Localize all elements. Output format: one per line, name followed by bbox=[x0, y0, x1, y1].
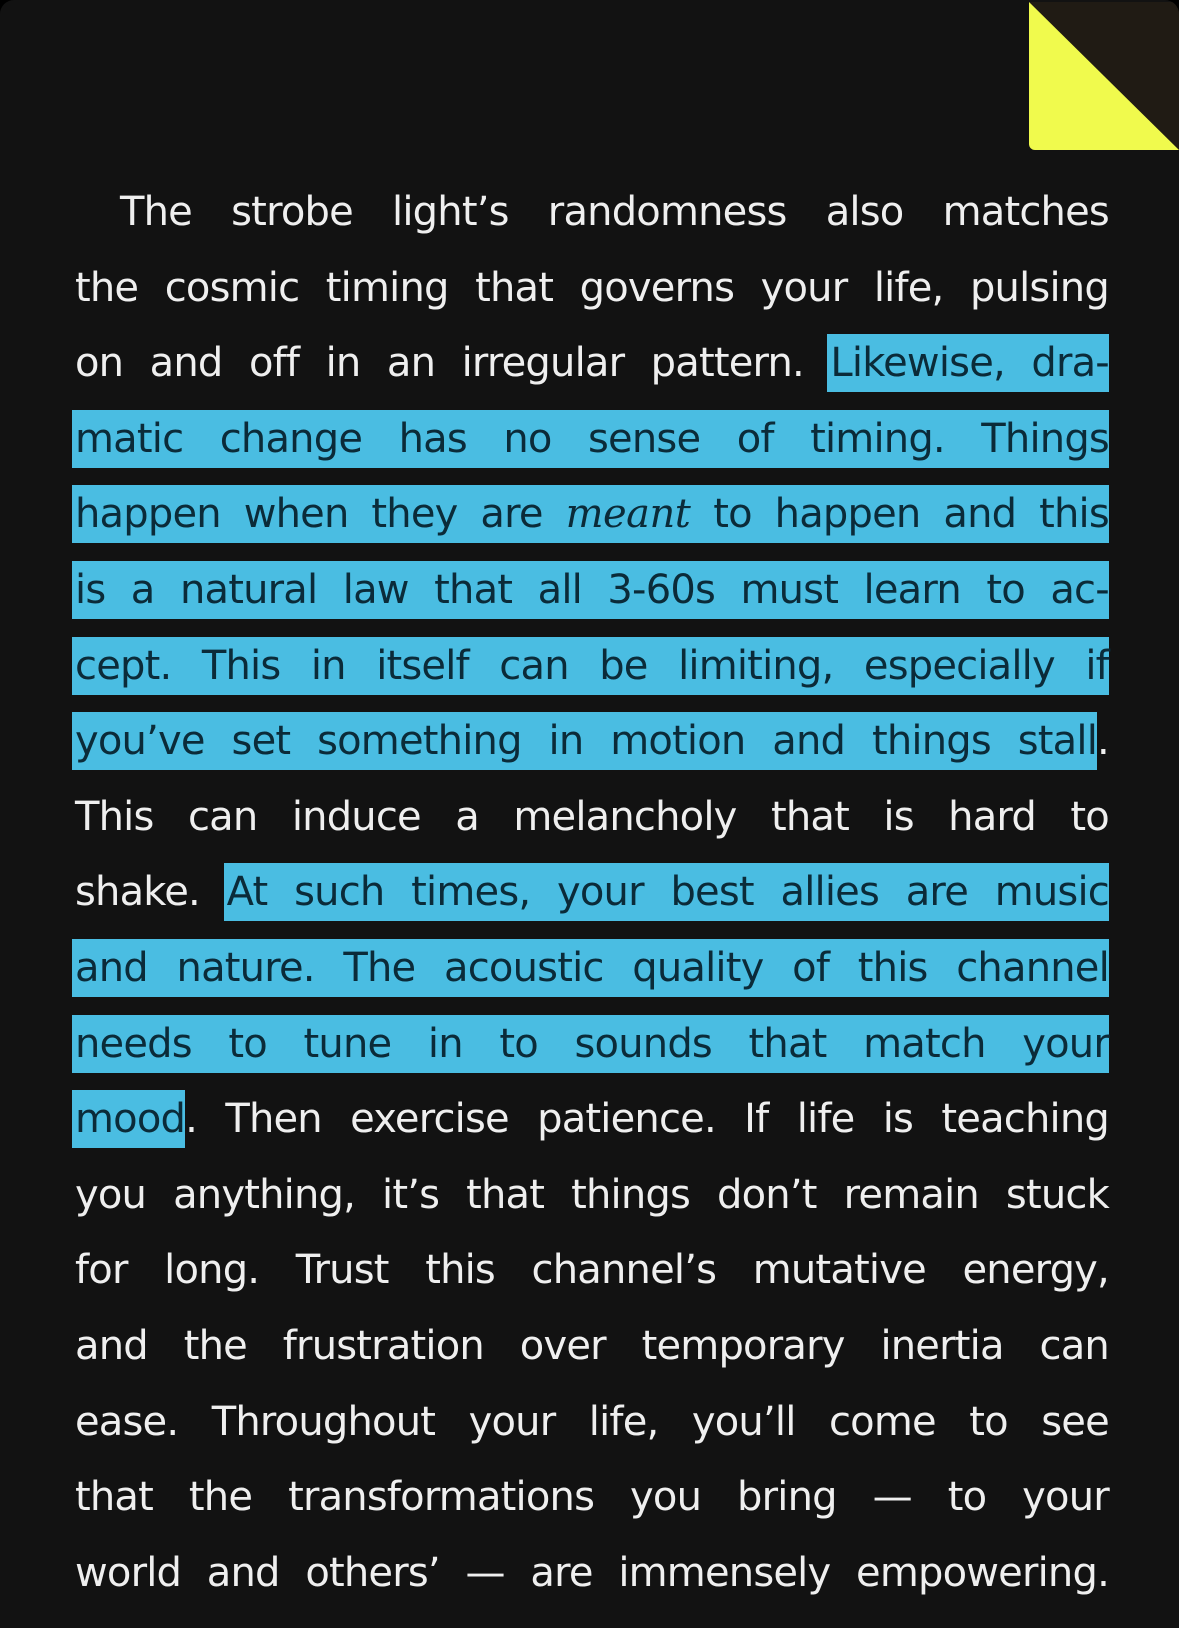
plain-word[interactable]: you bbox=[75, 1171, 147, 1218]
plain-word[interactable]: that bbox=[466, 1171, 545, 1218]
plain-word[interactable]: teaching bbox=[941, 1096, 1109, 1143]
text-line[interactable] bbox=[75, 1082, 1109, 1158]
plain-word[interactable]: — bbox=[465, 1549, 505, 1596]
plain-word[interactable]: that bbox=[770, 793, 849, 840]
highlight-word[interactable]: of bbox=[736, 415, 774, 462]
plain-word[interactable]: life, bbox=[588, 1398, 659, 1445]
highlight-word[interactable]: to bbox=[499, 1020, 538, 1067]
highlight-word[interactable]: especially bbox=[863, 642, 1055, 689]
plain-word[interactable]: off bbox=[248, 340, 300, 387]
plain-word[interactable]: you bbox=[630, 1474, 702, 1521]
plain-word[interactable]: you’ll bbox=[691, 1398, 796, 1445]
highlight-word[interactable]: channel bbox=[956, 944, 1109, 991]
highlight-word[interactable]: ac- bbox=[1050, 566, 1109, 613]
highlight-word[interactable]: limiting, bbox=[678, 642, 834, 689]
highlight-word[interactable]: you’ve bbox=[75, 718, 205, 765]
highlight-word[interactable]: are bbox=[905, 869, 969, 916]
highlight-word[interactable]: stall. bbox=[1017, 718, 1109, 765]
text-line[interactable] bbox=[75, 1007, 1109, 1083]
highlight-word[interactable]: Things bbox=[981, 415, 1109, 462]
highlight-word[interactable]: set bbox=[231, 718, 291, 765]
plain-word[interactable]: your bbox=[760, 264, 848, 311]
plain-word[interactable]: The bbox=[120, 189, 192, 235]
plain-word[interactable]: don’t bbox=[717, 1171, 817, 1218]
plain-word[interactable]: stuck bbox=[1005, 1171, 1109, 1218]
plain-word[interactable]: your bbox=[1022, 1474, 1109, 1521]
highlight-word[interactable]: cept. bbox=[75, 642, 172, 689]
text-line[interactable] bbox=[75, 402, 1109, 478]
plain-word[interactable]: that bbox=[75, 1474, 154, 1521]
plain-word[interactable]: are bbox=[530, 1549, 593, 1596]
highlight-word[interactable]: sounds bbox=[574, 1020, 712, 1067]
plain-word[interactable]: that bbox=[475, 264, 554, 311]
plain-word[interactable]: Then bbox=[225, 1096, 322, 1143]
highlight-word[interactable]: needs bbox=[75, 1020, 192, 1067]
highlight-word[interactable]: learn bbox=[863, 566, 961, 613]
plain-word[interactable]: empowering. bbox=[856, 1549, 1109, 1596]
plain-word[interactable]: in bbox=[325, 340, 361, 387]
plain-word[interactable]: light’s bbox=[392, 189, 509, 235]
plain-word[interactable]: a bbox=[455, 793, 479, 840]
text-line[interactable] bbox=[75, 1536, 1109, 1612]
punctuation: . bbox=[185, 1096, 198, 1143]
highlight-word[interactable]: that bbox=[434, 566, 513, 613]
plain-word[interactable]: anything, bbox=[173, 1171, 356, 1218]
highlight-word[interactable]: and bbox=[943, 491, 1017, 538]
plain-word[interactable]: the bbox=[183, 1322, 247, 1369]
plain-word[interactable]: your bbox=[468, 1398, 556, 1445]
plain-word[interactable]: an bbox=[386, 340, 436, 387]
text-line[interactable] bbox=[75, 553, 1109, 629]
plain-word[interactable]: cosmic bbox=[164, 264, 300, 311]
highlight-word[interactable]: such bbox=[294, 869, 385, 916]
text-line[interactable] bbox=[75, 477, 1109, 553]
plain-word[interactable]: is bbox=[883, 793, 914, 840]
text-line[interactable] bbox=[75, 1158, 1109, 1234]
plain-word[interactable]: mutative bbox=[752, 1247, 926, 1294]
plain-word[interactable]: life, bbox=[873, 264, 944, 311]
plain-word[interactable]: and bbox=[149, 340, 223, 387]
plain-word[interactable]: immensely bbox=[618, 1549, 831, 1596]
plain-word[interactable]: pattern. bbox=[650, 340, 804, 387]
plain-word[interactable]: temporary bbox=[641, 1322, 845, 1369]
highlight-word[interactable]: motion bbox=[610, 718, 746, 765]
plain-word[interactable]: This bbox=[75, 793, 154, 840]
highlight-word[interactable]: times, bbox=[411, 869, 531, 916]
highlight-word[interactable]: your bbox=[557, 869, 644, 916]
highlight-word[interactable]: to bbox=[986, 566, 1025, 613]
plain-word[interactable]: induce bbox=[291, 793, 421, 840]
highlight-word[interactable]: music bbox=[994, 869, 1109, 916]
book-text[interactable] bbox=[75, 175, 1109, 1611]
highlight-word[interactable]: a bbox=[130, 566, 155, 613]
highlight-word[interactable]: and bbox=[75, 944, 148, 991]
plain-word[interactable]: patience. bbox=[537, 1096, 716, 1143]
highlight-word[interactable]: in bbox=[310, 642, 346, 689]
plain-word[interactable]: long. bbox=[164, 1247, 260, 1294]
highlight-word[interactable]: things bbox=[871, 718, 991, 765]
highlight-word[interactable]: nature. bbox=[176, 944, 315, 991]
plain-word[interactable]: transformations bbox=[288, 1474, 595, 1521]
plain-word[interactable]: the bbox=[75, 264, 139, 311]
highlight-word[interactable]: meant bbox=[565, 491, 691, 538]
text-line[interactable] bbox=[75, 1309, 1109, 1385]
highlight-word[interactable]: happen bbox=[75, 491, 221, 538]
plain-word[interactable]: If bbox=[744, 1096, 769, 1143]
text-line[interactable] bbox=[75, 1385, 1109, 1461]
highlight-word[interactable]: acoustic bbox=[444, 944, 604, 991]
plain-word[interactable]: it’s bbox=[382, 1171, 440, 1218]
plain-word[interactable]: is bbox=[882, 1096, 914, 1143]
highlight-word[interactable]: Likewise, bbox=[830, 340, 1005, 387]
plain-word[interactable]: energy, bbox=[962, 1247, 1109, 1294]
plain-word[interactable]: bring bbox=[737, 1474, 837, 1521]
plain-word[interactable]: timing bbox=[325, 264, 449, 311]
highlight-word[interactable]: are bbox=[480, 491, 543, 538]
plain-word[interactable]: see bbox=[1041, 1398, 1109, 1445]
text-line[interactable] bbox=[75, 780, 1109, 856]
plain-word[interactable]: to bbox=[947, 1474, 987, 1521]
plain-word[interactable]: can bbox=[1039, 1322, 1109, 1369]
highlight-word[interactable]: if bbox=[1085, 642, 1109, 689]
highlight-word[interactable]: natural bbox=[179, 566, 318, 613]
plain-word[interactable]: strobe bbox=[231, 189, 353, 235]
highlight-word[interactable]: of bbox=[792, 944, 830, 991]
highlight-word[interactable]: no bbox=[503, 415, 552, 462]
text-line[interactable] bbox=[75, 1460, 1109, 1536]
highlight-word[interactable]: sense bbox=[588, 415, 701, 462]
bookmark-icon[interactable] bbox=[1029, 2, 1179, 150]
text-line[interactable] bbox=[75, 175, 1109, 251]
plain-word[interactable]: inertia bbox=[880, 1322, 1004, 1369]
plain-word[interactable]: the bbox=[188, 1474, 253, 1521]
plain-word[interactable]: matches bbox=[942, 189, 1109, 235]
plain-word[interactable]: things bbox=[571, 1171, 691, 1218]
highlight-word[interactable]: has bbox=[398, 415, 467, 462]
plain-word[interactable]: ease. bbox=[75, 1398, 179, 1445]
highlight-word[interactable]: dra- bbox=[1031, 340, 1109, 387]
text-line[interactable] bbox=[75, 251, 1109, 327]
highlight-word[interactable]: something bbox=[317, 718, 522, 765]
plain-word[interactable]: can bbox=[187, 793, 258, 840]
highlight-word[interactable]: in bbox=[427, 1020, 463, 1067]
highlight-word[interactable]: best bbox=[670, 869, 754, 916]
plain-word[interactable]: hard bbox=[948, 793, 1036, 840]
highlight-word[interactable]: this bbox=[1039, 491, 1109, 538]
plain-word[interactable]: — bbox=[872, 1474, 912, 1521]
plain-word[interactable]: frustration bbox=[282, 1322, 484, 1369]
highlight-word[interactable]: to bbox=[228, 1020, 267, 1067]
plain-word[interactable]: to bbox=[969, 1398, 1008, 1445]
highlight-word[interactable]: that bbox=[748, 1020, 827, 1067]
text-line[interactable] bbox=[75, 1233, 1109, 1309]
highlight-word[interactable]: This bbox=[201, 642, 281, 689]
plain-word[interactable]: governs bbox=[579, 264, 735, 311]
highlight-word[interactable]: 3-60s bbox=[607, 566, 716, 613]
highlight-word[interactable]: all bbox=[537, 566, 582, 613]
highlight-word[interactable]: happen bbox=[774, 491, 921, 538]
plain-word[interactable]: channel’s bbox=[531, 1247, 717, 1294]
plain-word[interactable]: shake. bbox=[75, 869, 200, 916]
plain-word[interactable]: to bbox=[1070, 793, 1109, 840]
plain-word[interactable]: world bbox=[75, 1549, 182, 1596]
plain-word[interactable]: this bbox=[425, 1247, 495, 1294]
highlight-word[interactable]: can bbox=[499, 642, 569, 689]
punctuation: . bbox=[1097, 718, 1109, 765]
highlight-word[interactable]: tune bbox=[303, 1020, 392, 1067]
highlight-word[interactable]: match bbox=[863, 1020, 986, 1067]
plain-word[interactable]: randomness bbox=[547, 189, 787, 235]
text-line[interactable] bbox=[75, 704, 1109, 780]
highlight-word[interactable]: in bbox=[548, 718, 584, 765]
text-line[interactable] bbox=[75, 629, 1109, 705]
highlight-word[interactable]: mood. bbox=[75, 1096, 198, 1143]
plain-word[interactable]: over bbox=[519, 1322, 606, 1369]
plain-word[interactable]: for bbox=[75, 1247, 128, 1294]
highlight-word[interactable]: when bbox=[243, 491, 349, 538]
plain-word[interactable]: on bbox=[75, 340, 124, 387]
highlight-word[interactable]: they bbox=[371, 491, 458, 538]
plain-word[interactable]: and bbox=[206, 1549, 280, 1596]
plain-word[interactable]: irregular bbox=[461, 340, 625, 387]
plain-word[interactable]: Trust bbox=[295, 1247, 389, 1294]
highlight-word[interactable]: The bbox=[343, 944, 416, 991]
plain-word[interactable]: pulsing bbox=[969, 264, 1109, 311]
highlight-word[interactable]: At bbox=[226, 869, 268, 916]
plain-word[interactable]: life bbox=[796, 1096, 855, 1143]
text-line[interactable] bbox=[75, 931, 1109, 1007]
highlight-word[interactable]: to bbox=[713, 491, 752, 538]
text-line[interactable] bbox=[75, 326, 1109, 402]
highlight-word[interactable]: timing. bbox=[810, 415, 945, 462]
plain-word[interactable]: also bbox=[825, 189, 904, 235]
highlight-word[interactable]: your bbox=[1022, 1020, 1109, 1067]
highlight-word[interactable]: allies bbox=[780, 869, 880, 916]
text-line[interactable] bbox=[75, 855, 1109, 931]
highlight-word[interactable]: itself bbox=[376, 642, 469, 689]
highlight-word[interactable]: is bbox=[75, 566, 106, 613]
plain-word[interactable]: others’ bbox=[305, 1549, 440, 1596]
highlight-word[interactable]: law bbox=[342, 566, 409, 613]
highlight-word[interactable]: quality bbox=[632, 944, 764, 991]
plain-word[interactable]: Throughout bbox=[211, 1398, 436, 1445]
highlight-word[interactable]: must bbox=[740, 566, 839, 613]
plain-word[interactable]: come bbox=[828, 1398, 936, 1445]
plain-word[interactable]: and bbox=[75, 1322, 148, 1369]
highlight-word[interactable]: matic bbox=[75, 415, 184, 462]
plain-word[interactable]: exercise bbox=[350, 1096, 509, 1143]
highlight-word[interactable]: be bbox=[599, 642, 648, 689]
highlight-word[interactable]: this bbox=[857, 944, 928, 991]
highlight-word[interactable]: change bbox=[219, 415, 363, 462]
highlight-word[interactable]: and bbox=[772, 718, 846, 765]
plain-word[interactable]: remain bbox=[843, 1171, 979, 1218]
plain-word[interactable]: melancholy bbox=[513, 793, 737, 840]
